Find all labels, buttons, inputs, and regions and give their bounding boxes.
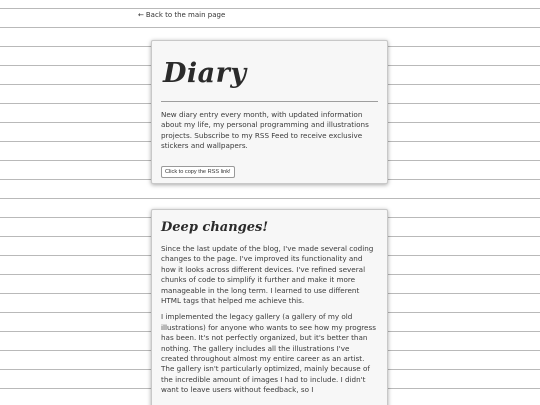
entry-title: Deep changes! [161, 220, 269, 235]
diary-description: New diary entry every month, with updated information about my life, my personal programming and illustrations projects. Subscribe to my RSS Feed to receive exclusive stickers and wallpapers. [161, 110, 369, 151]
diary-intro-card [151, 40, 388, 184]
title-divider [161, 101, 378, 102]
back-to-main-link[interactable] [136, 11, 227, 19]
diary-entry-card [151, 209, 388, 405]
entry-paragraph: Since the last update of the blog, I've made several coding changes to the page. I've improved its functionality and how it looks across different devices. I've refined several chunks of code to simplify it further and make it more manageable in the long term. I learned to use different HTML tags that helped me achieve this. [161, 244, 374, 306]
page-title: Diary [163, 58, 247, 89]
copy-rss-link-button[interactable]: Click to copy the RSS link! [161, 166, 235, 178]
back-arrow-icon: ← [138, 11, 144, 19]
back-link-label: Back to the main page [145, 11, 226, 19]
entry-paragraph: I implemented the legacy gallery (a gallery of my old illustrations) for anyone who wants to see how my progress has been. It's not perfectly organized, but it's better than nothing. The gallery includes all the illustrations I've created throughout almost my entire career as an artist. The gallery isn't particularly optimized, mainly because of the incredible amount of images I had to include. I didn't want to leave users without feedback, so I [161, 312, 376, 395]
